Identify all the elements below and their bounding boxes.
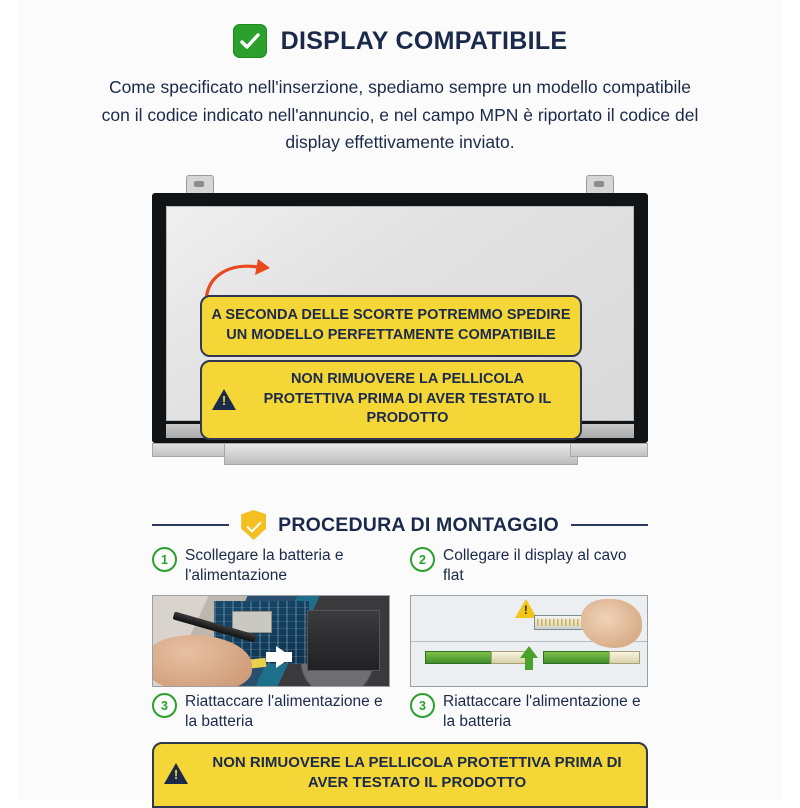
step-3a-column: [152, 692, 390, 732]
step-3b: [410, 692, 648, 732]
compatibility-callout: A SECONDA DELLE SCORTE POTREMMO SPEDIRE UN MODELLO PERFETTAMENTE COMPATIBILE: [200, 295, 582, 357]
flat-cable-right: [609, 651, 639, 664]
panel-foot-left: [152, 443, 230, 457]
procedure-section-header: [152, 510, 648, 540]
bottom-warning-text: NON RIMUOVERE LA PELLICOLA PROTETTIVA PRIMA DI AVER TESTATO IL PRODOTTO: [212, 754, 622, 792]
laptop-internals-photo: [152, 595, 390, 687]
step-1: [152, 546, 390, 586]
battery-pack: [307, 610, 380, 671]
step-2-label: Collegare il display al cavo flat: [443, 547, 627, 584]
display-illustration: [152, 175, 648, 475]
title-row: [0, 24, 800, 58]
step-row-top: [152, 546, 648, 687]
film-warning-callout: [200, 360, 582, 440]
step-3b-number: 3: [410, 693, 435, 718]
step-1-column: [152, 546, 390, 687]
panel-foot-strip: [224, 443, 578, 465]
page-title: DISPLAY COMPATIBILE: [280, 26, 568, 55]
procedure-title: PROCEDURA DI MONTAGGIO: [278, 513, 559, 536]
film-warning-text: NON RIMUOVERE LA PELLICOLA PROTETTIVA PRIMA DI AVER TESTATO IL PRODOTTO: [263, 371, 552, 427]
flat-cable-green-right: [543, 651, 616, 664]
step-3a-label: Riattaccare l'alimentazione e la batteria: [185, 693, 383, 730]
arrow-up-icon: [520, 646, 538, 658]
step-3a: [152, 692, 390, 732]
warning-triangle-icon: [212, 389, 236, 410]
step-3a-number: 3: [152, 693, 177, 718]
step-2-column: [410, 546, 648, 687]
flat-cable-green-left: [425, 651, 498, 664]
step-row-bottom: [152, 692, 648, 732]
step-2: [410, 546, 648, 586]
step-3b-label: Riattaccare l'alimentazione e la batteria: [443, 693, 641, 730]
check-square-icon: [233, 24, 267, 58]
display-connector-photo: [410, 595, 648, 687]
step-1-number: 1: [152, 547, 177, 572]
divider-right: [571, 524, 648, 526]
chip-detail: [233, 612, 271, 632]
step-1-label: Scollegare la batteria e l'alimentazione: [185, 547, 344, 584]
step-2-number: 2: [410, 547, 435, 572]
shield-check-icon: [241, 510, 266, 540]
arrow-right-icon: [276, 646, 292, 668]
panel-foot-right: [570, 443, 648, 457]
procedure-steps-bottom: [152, 692, 648, 732]
intro-paragraph: Come specificato nell'inserzione, spediamo sempre un modello compatibile con il codice indicato nell'annuncio, e nel campo MPN è riportato il codice del display effettivamente inviato.: [101, 77, 699, 153]
header: [0, 24, 800, 157]
bottom-warning-banner: [152, 742, 648, 808]
warning-triangle-icon: [164, 763, 188, 784]
step-3b-column: [410, 692, 648, 732]
divider-left: [152, 524, 229, 526]
procedure-steps-top: [152, 546, 648, 687]
